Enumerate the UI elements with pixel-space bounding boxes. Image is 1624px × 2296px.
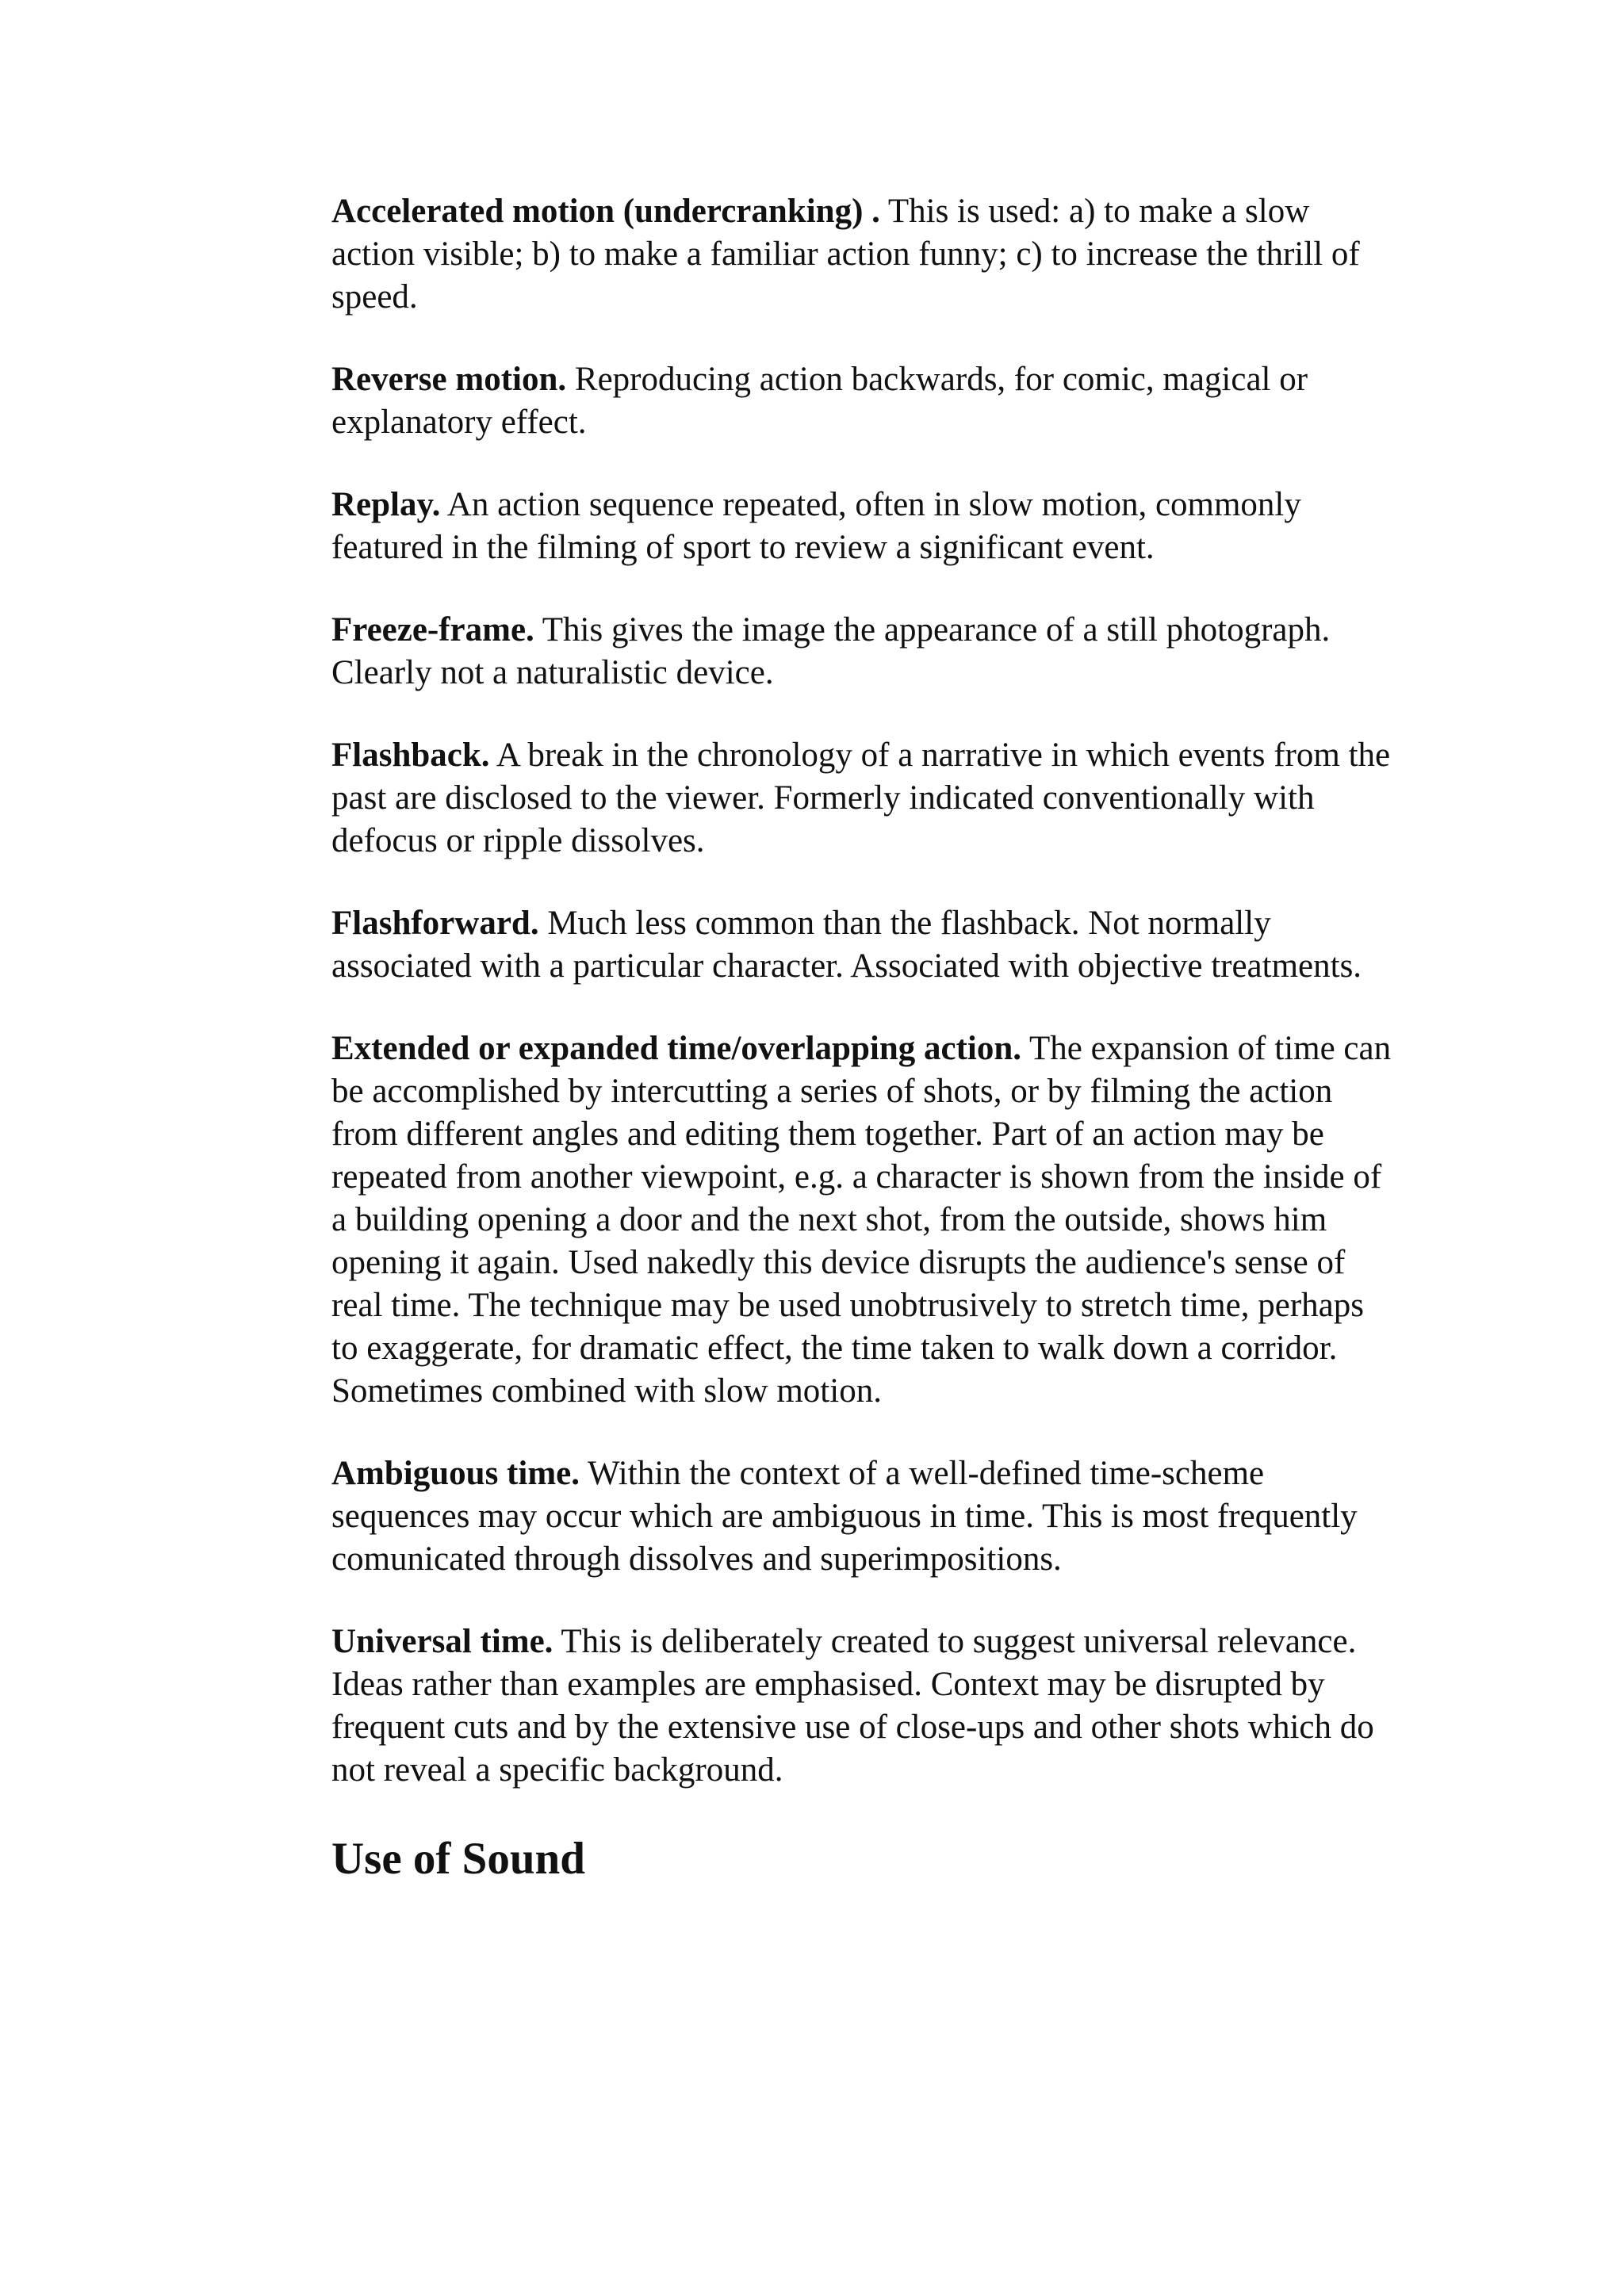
- glossary-entry-freeze-frame: [331, 609, 1394, 695]
- entry-text: Within the context of a well-defined time-scheme sequences may occur which are ambiguous in time. This is most frequently comunicated through dissolves and superimpositions.: [331, 1455, 1358, 1578]
- entry-text: A break in the chronology of a narrative in which events from the past are disclosed to the viewer. Formerly indicated conventionally with defocus or ripple dissolves.: [331, 737, 1391, 859]
- glossary-entry-universal-time: [331, 1621, 1394, 1792]
- entry-term: Extended or expanded time/overlapping action.: [331, 1030, 1021, 1067]
- glossary-entry-reverse-motion: [331, 358, 1394, 444]
- glossary-entry-extended-time: [331, 1027, 1394, 1413]
- entry-term: Flashforward.: [331, 905, 539, 942]
- glossary-entry-ambiguous-time: [331, 1452, 1394, 1581]
- entry-text: This is deliberately created to suggest universal relevance. Ideas rather than examples are emphasised. Context may be disrupted by frequent cuts and by the extensive use of close-ups and other shots which do not reveal a specific background.: [331, 1623, 1374, 1789]
- entry-term: Replay.: [331, 486, 441, 523]
- glossary-entry-flashback: [331, 734, 1394, 863]
- glossary-entry-flashforward: [331, 902, 1394, 988]
- glossary-entry-accelerated-motion: [331, 190, 1394, 319]
- entry-term: Reverse motion.: [331, 361, 567, 398]
- glossary-entry-replay: [331, 484, 1394, 569]
- entry-term: Ambiguous time.: [331, 1455, 580, 1492]
- entry-term: Universal time.: [331, 1623, 553, 1660]
- entry-term: Freeze-frame.: [331, 611, 534, 649]
- entry-text: An action sequence repeated, often in slow motion, commonly featured in the filming of sport to review a significant event.: [331, 486, 1301, 566]
- entry-text: This is used: a) to make a slow action visible; b) to make a familiar action funny; c) to increase the thrill of speed.: [331, 193, 1360, 316]
- document-page: [331, 190, 1394, 1924]
- entry-text: This gives the image the appearance of a still photograph. Clearly not a naturalistic device.: [331, 611, 1331, 691]
- entry-term: Accelerated motion (undercranking) .: [331, 193, 880, 230]
- section-heading: Use of Sound: [331, 1834, 585, 1884]
- entry-text: The expansion of time can be accomplished by intercutting a series of shots, or by filming the action from different angles and editing them together. Part of an action may be repeated from another viewpoint, e.g. a character is shown from the inside of a building opening a door and the next shot, from the outside, shows him opening it again. Used nakedly this device disrupts the audience's sense of real time. The technique may be used unobtrusively to stretch time, perhaps to exaggerate, for dramatic effect, the time taken to walk down a corridor. Sometimes combined with slow motion.: [331, 1030, 1392, 1410]
- entry-text: Reproducing action backwards, for comic, magical or explanatory effect.: [331, 361, 1308, 441]
- entry-term: Flashback.: [331, 737, 490, 774]
- entry-text: Much less common than the flashback. Not normally associated with a particular character. Associated with objective treatments.: [331, 905, 1362, 985]
